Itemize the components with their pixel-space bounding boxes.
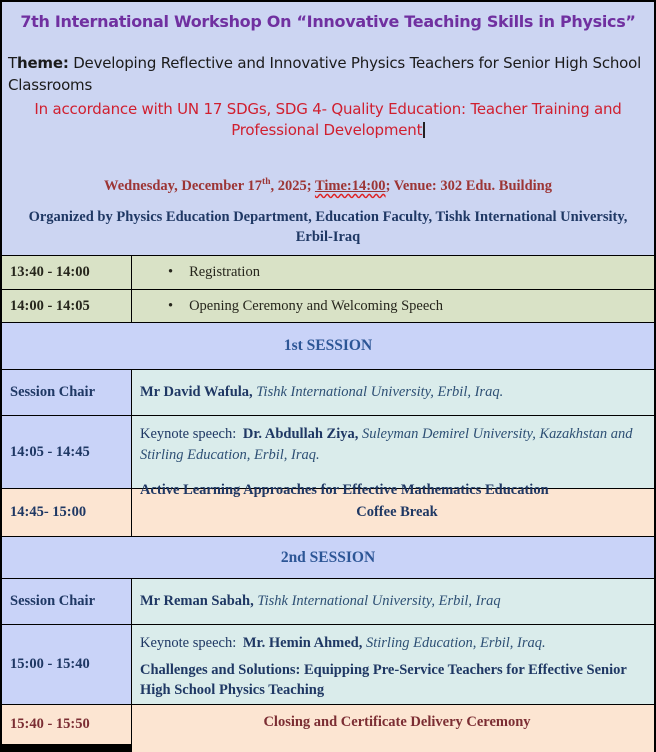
date-time-underlined	[315, 178, 386, 194]
chair-label-cell[interactable]: Session Chair	[2, 370, 132, 415]
chair-name: Mr David Wafula,	[140, 384, 253, 400]
date-ordinal-superscript: th	[262, 177, 271, 187]
speaker-name: Mr. Hemin Ahmed,	[242, 635, 363, 651]
organized-by-line[interactable]: Organized by Physics Education Department, Education Faculty, Tishk International University, Erbil-Iraq	[28, 208, 628, 245]
event-text: Registration	[189, 264, 260, 280]
date-suffix: ; Venue: 302 Edu. Building	[385, 177, 552, 194]
table-row-session-2-chair	[2, 579, 654, 625]
time-cell[interactable]: 13:40 - 14:00	[2, 256, 132, 289]
talk-title: Challenges and Solutions: Equipping Pre-Service Teachers for Effective Senior High School Physics Teaching	[140, 662, 627, 698]
table-row-closing	[2, 705, 654, 752]
schedule-table	[2, 255, 654, 752]
chair-name-cell[interactable]	[132, 579, 654, 624]
workshop-title[interactable]: 7th International Workshop On “Innovative Teaching Skills in Physics”	[20, 12, 636, 31]
keynote-cell[interactable]	[132, 625, 654, 704]
table-row-session-1-chair	[2, 370, 654, 416]
event-cell[interactable]	[132, 264, 654, 281]
chair-affiliation: Tishk International University, Erbil, Iraq	[253, 593, 501, 609]
table-row-opening	[2, 290, 654, 323]
time-cell[interactable]: 14:05 - 14:45	[2, 416, 132, 488]
keynote-prefix: Keynote speech:	[140, 635, 240, 651]
time-cell[interactable]: 14:00 - 14:05	[2, 290, 132, 322]
page-edge-fill	[2, 745, 132, 752]
time-cell[interactable]: 14:45- 15:00	[2, 489, 132, 536]
speaker-affiliation: Suleyman Demirel University, Kazakhstan and Stirling Education, Erbil, Iraq.	[140, 426, 633, 463]
list-bullet-icon: •	[168, 264, 174, 280]
date-prefix: Wednesday, December 17	[104, 177, 263, 194]
table-row-session-2-header[interactable]: 2nd SESSION	[2, 537, 654, 579]
sdg-paragraph[interactable]	[8, 99, 648, 141]
sdg-text: In accordance with UN 17 SDGs, SDG 4- Quality Education: Teacher Training and Professional Development	[34, 100, 622, 139]
time-cell[interactable]: 15:00 - 15:40	[2, 625, 132, 704]
event-text: Opening Ceremony and Welcoming Speech	[189, 297, 443, 314]
closing-label-cell[interactable]: Closing and Certificate Delivery Ceremony	[132, 705, 654, 752]
speaker-name: Dr. Abdullah Ziya,	[242, 426, 359, 442]
break-label-cell[interactable]: Coffee Break	[356, 504, 438, 520]
date-mid: , 2025;	[270, 177, 315, 194]
keynote-prefix: Keynote speech:	[140, 426, 240, 442]
document-header	[2, 2, 654, 255]
chair-label-cell[interactable]: Session Chair	[2, 579, 132, 624]
theme-label-thin: T	[8, 54, 17, 72]
spellcheck-wavy-underline: Time:14:00	[314, 177, 386, 194]
speaker-affiliation: Stirling Education, Erbil, Iraq.	[362, 635, 546, 651]
talk-title: Active Learning Approaches for Effective Mathematics Education	[140, 482, 549, 498]
closing-time-column	[2, 705, 132, 752]
table-row-registration	[2, 256, 654, 290]
chair-name: Mr Reman Sabah,	[140, 593, 254, 609]
list-bullet-icon: •	[168, 297, 174, 314]
time-cell[interactable]: 15:40 - 15:50	[2, 705, 132, 745]
theme-label-bold: heme:	[16, 54, 69, 72]
chair-affiliation: Tishk International University, Erbil, Iraq.	[252, 384, 504, 400]
text-cursor	[423, 122, 425, 138]
table-row-session-1-header[interactable]: 1st SESSION	[2, 323, 654, 370]
event-cell[interactable]	[132, 298, 654, 315]
document-page[interactable]	[2, 2, 654, 752]
table-row-keynote-1	[2, 416, 654, 498]
chair-name-cell[interactable]	[132, 370, 654, 415]
date-line[interactable]	[8, 172, 648, 196]
table-row-keynote-2	[2, 625, 654, 705]
keynote-speaker-line	[140, 633, 654, 654]
keynote-speaker-line	[140, 424, 654, 466]
theme-paragraph[interactable]	[8, 52, 648, 96]
keynote-cell[interactable]	[132, 416, 654, 498]
theme-text: Developing Reflective and Innovative Physics Teachers for Senior High School Classrooms	[8, 54, 642, 94]
